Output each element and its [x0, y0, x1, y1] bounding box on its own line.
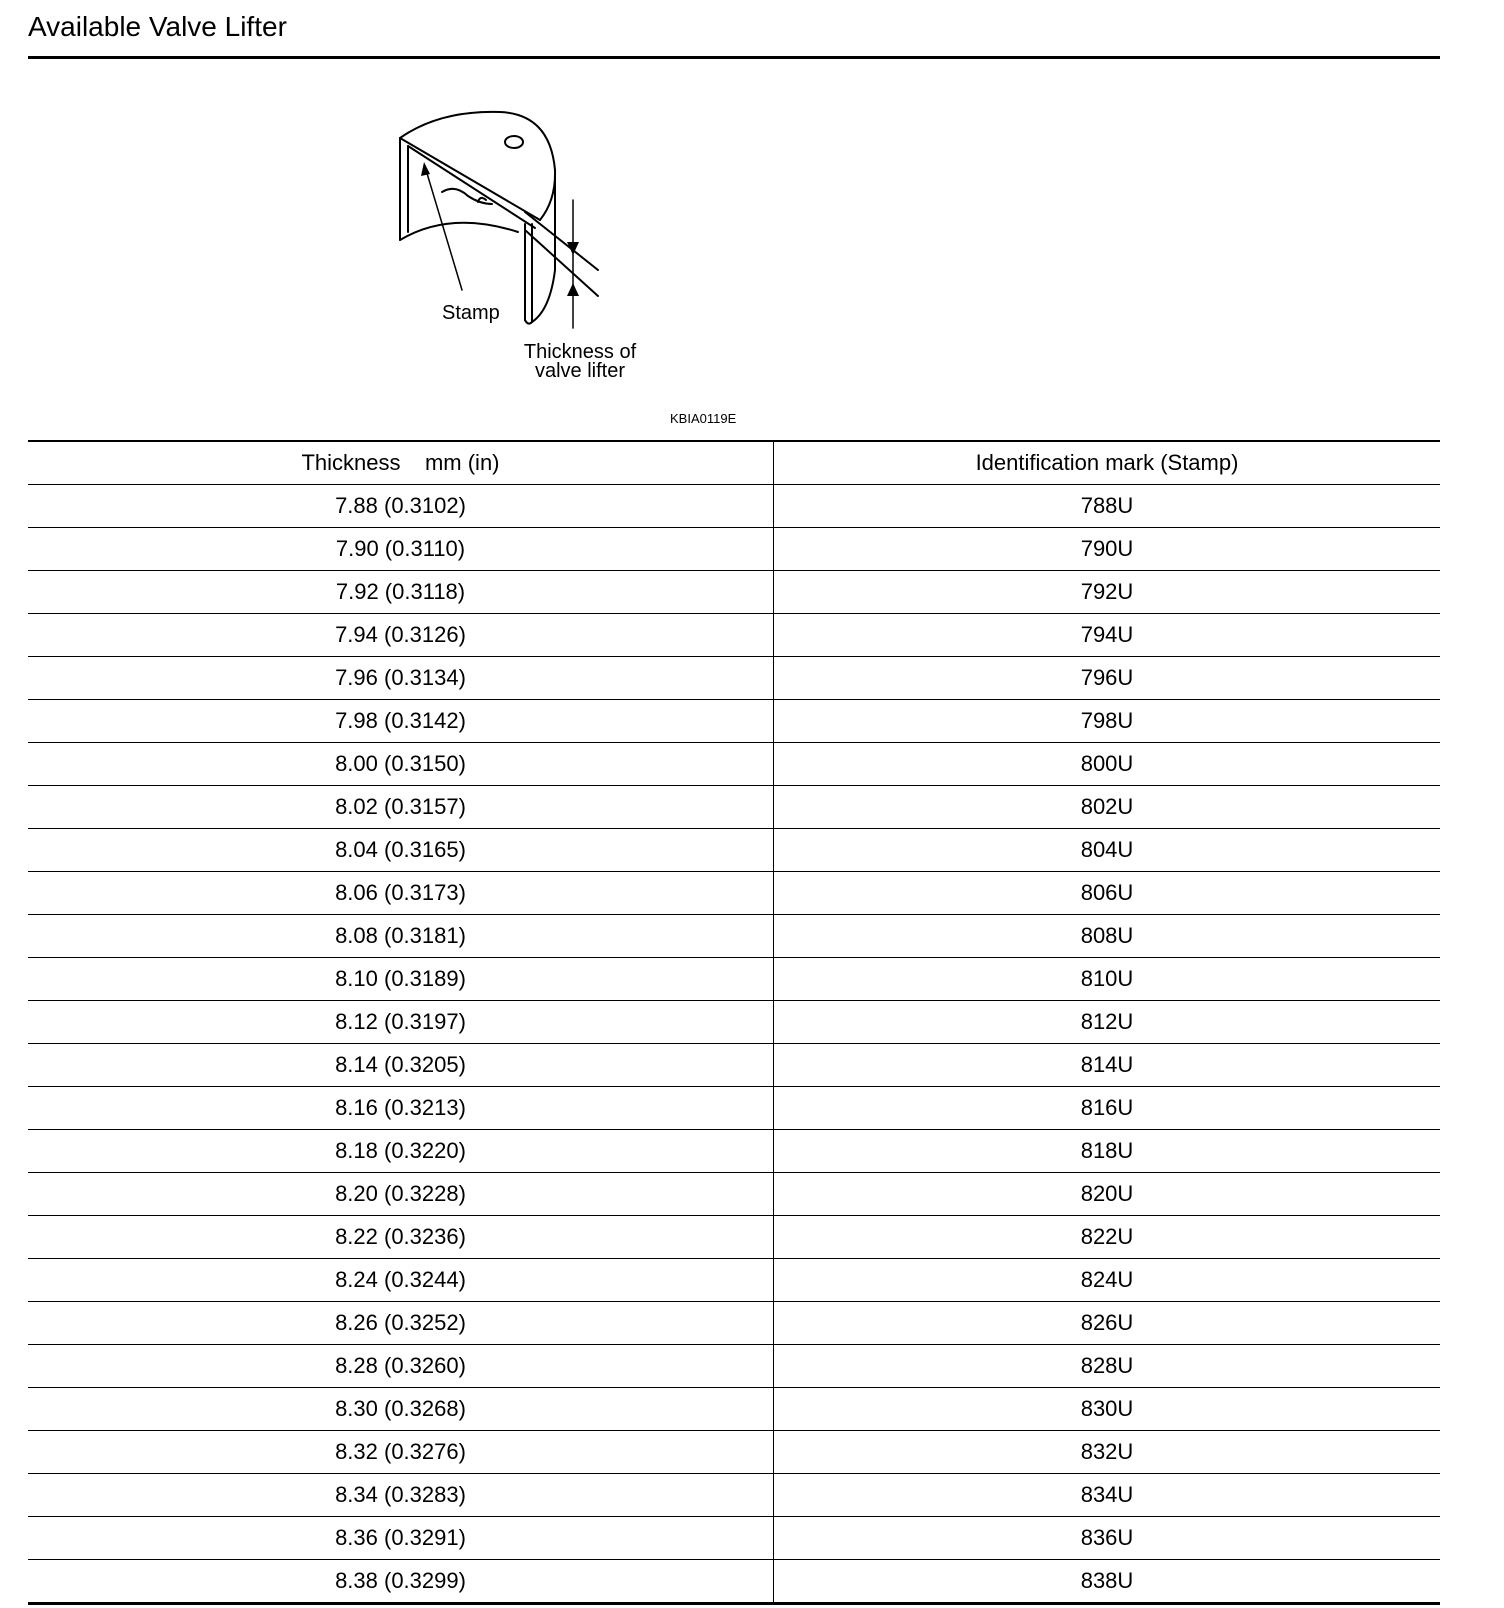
identification-mark-cell: 816U: [774, 1087, 1441, 1130]
thickness-cell: 7.92 (0.3118): [28, 571, 774, 614]
table-row: [28, 1560, 1440, 1604]
page-title: Available Valve Lifter: [28, 11, 287, 42]
table-row: [28, 1302, 1440, 1345]
identification-mark-cell: 792U: [774, 571, 1441, 614]
thickness-cell: 7.90 (0.3110): [28, 528, 774, 571]
identification-mark-cell: 808U: [774, 915, 1441, 958]
thickness-cell: 7.94 (0.3126): [28, 614, 774, 657]
thickness-cell: 8.10 (0.3189): [28, 958, 774, 1001]
table-row: [28, 1345, 1440, 1388]
thickness-cell: 8.26 (0.3252): [28, 1302, 774, 1345]
table-row: [28, 1388, 1440, 1431]
thickness-cell: 8.38 (0.3299): [28, 1560, 774, 1604]
thickness-cell: 8.14 (0.3205): [28, 1044, 774, 1087]
identification-mark-cell: 830U: [774, 1388, 1441, 1431]
identification-mark-cell: 814U: [774, 1044, 1441, 1087]
table-header-row: [28, 441, 1440, 485]
thickness-cell: 8.36 (0.3291): [28, 1517, 774, 1560]
table-row: [28, 915, 1440, 958]
figure-code: KBIA0119E: [670, 411, 737, 426]
table-row: [28, 571, 1440, 614]
thickness-cell: 8.16 (0.3213): [28, 1087, 774, 1130]
thickness-cell: 7.88 (0.3102): [28, 485, 774, 528]
identification-mark-cell: 828U: [774, 1345, 1441, 1388]
column-header-identification-mark: Identification mark (Stamp): [774, 441, 1441, 485]
identification-mark-cell: 804U: [774, 829, 1441, 872]
valve-lifter-figure: [380, 100, 780, 430]
identification-mark-cell: 790U: [774, 528, 1441, 571]
identification-mark-cell: 838U: [774, 1560, 1441, 1604]
table-row: [28, 829, 1440, 872]
identification-mark-cell: 826U: [774, 1302, 1441, 1345]
table-row: [28, 1431, 1440, 1474]
thickness-cell: 8.34 (0.3283): [28, 1474, 774, 1517]
table-row: [28, 1130, 1440, 1173]
thickness-cell: 8.12 (0.3197): [28, 1001, 774, 1044]
identification-mark-cell: 812U: [774, 1001, 1441, 1044]
table-row: [28, 614, 1440, 657]
identification-mark-cell: 834U: [774, 1474, 1441, 1517]
thickness-cell: 7.98 (0.3142): [28, 700, 774, 743]
table-row: [28, 1087, 1440, 1130]
identification-mark-cell: 794U: [774, 614, 1441, 657]
thickness-cell: 8.04 (0.3165): [28, 829, 774, 872]
table-row: [28, 1259, 1440, 1302]
table-row: [28, 700, 1440, 743]
identification-mark-cell: 796U: [774, 657, 1441, 700]
identification-mark-cell: 802U: [774, 786, 1441, 829]
identification-mark-cell: 824U: [774, 1259, 1441, 1302]
identification-mark-cell: 820U: [774, 1173, 1441, 1216]
thickness-cell: 8.32 (0.3276): [28, 1431, 774, 1474]
thickness-cell: 8.30 (0.3268): [28, 1388, 774, 1431]
table-body: [28, 485, 1440, 1604]
table-row: [28, 958, 1440, 1001]
table-row: [28, 1001, 1440, 1044]
identification-mark-cell: 798U: [774, 700, 1441, 743]
identification-mark-cell: 822U: [774, 1216, 1441, 1259]
table-row: [28, 1517, 1440, 1560]
table-row: [28, 485, 1440, 528]
table-row: [28, 528, 1440, 571]
thickness-cell: 8.20 (0.3228): [28, 1173, 774, 1216]
identification-mark-cell: 832U: [774, 1431, 1441, 1474]
thickness-cell: 8.22 (0.3236): [28, 1216, 774, 1259]
table-row: [28, 1474, 1440, 1517]
identification-mark-cell: 818U: [774, 1130, 1441, 1173]
identification-mark-cell: 788U: [774, 485, 1441, 528]
thickness-cell: 8.00 (0.3150): [28, 743, 774, 786]
title-rule: [28, 56, 1440, 59]
table-row: [28, 872, 1440, 915]
table-row: [28, 743, 1440, 786]
identification-mark-cell: 806U: [774, 872, 1441, 915]
table-row: [28, 1044, 1440, 1087]
valve-lifter-table: [28, 440, 1440, 1605]
thickness-cell: 8.02 (0.3157): [28, 786, 774, 829]
table-row: [28, 786, 1440, 829]
thickness-cell: 8.18 (0.3220): [28, 1130, 774, 1173]
thickness-cell: 8.24 (0.3244): [28, 1259, 774, 1302]
table-row: [28, 1216, 1440, 1259]
identification-mark-cell: 810U: [774, 958, 1441, 1001]
thickness-label: Thickness of valve lifter: [523, 341, 637, 382]
table-row: [28, 657, 1440, 700]
stamp-label: Stamp: [442, 302, 500, 324]
thickness-cell: 8.28 (0.3260): [28, 1345, 774, 1388]
identification-mark-cell: 836U: [774, 1517, 1441, 1560]
thickness-cell: 8.08 (0.3181): [28, 915, 774, 958]
column-header-thickness: Thickness mm (in): [28, 441, 774, 485]
thickness-cell: 8.06 (0.3173): [28, 872, 774, 915]
identification-mark-cell: 800U: [774, 743, 1441, 786]
thickness-cell: 7.96 (0.3134): [28, 657, 774, 700]
table-row: [28, 1173, 1440, 1216]
